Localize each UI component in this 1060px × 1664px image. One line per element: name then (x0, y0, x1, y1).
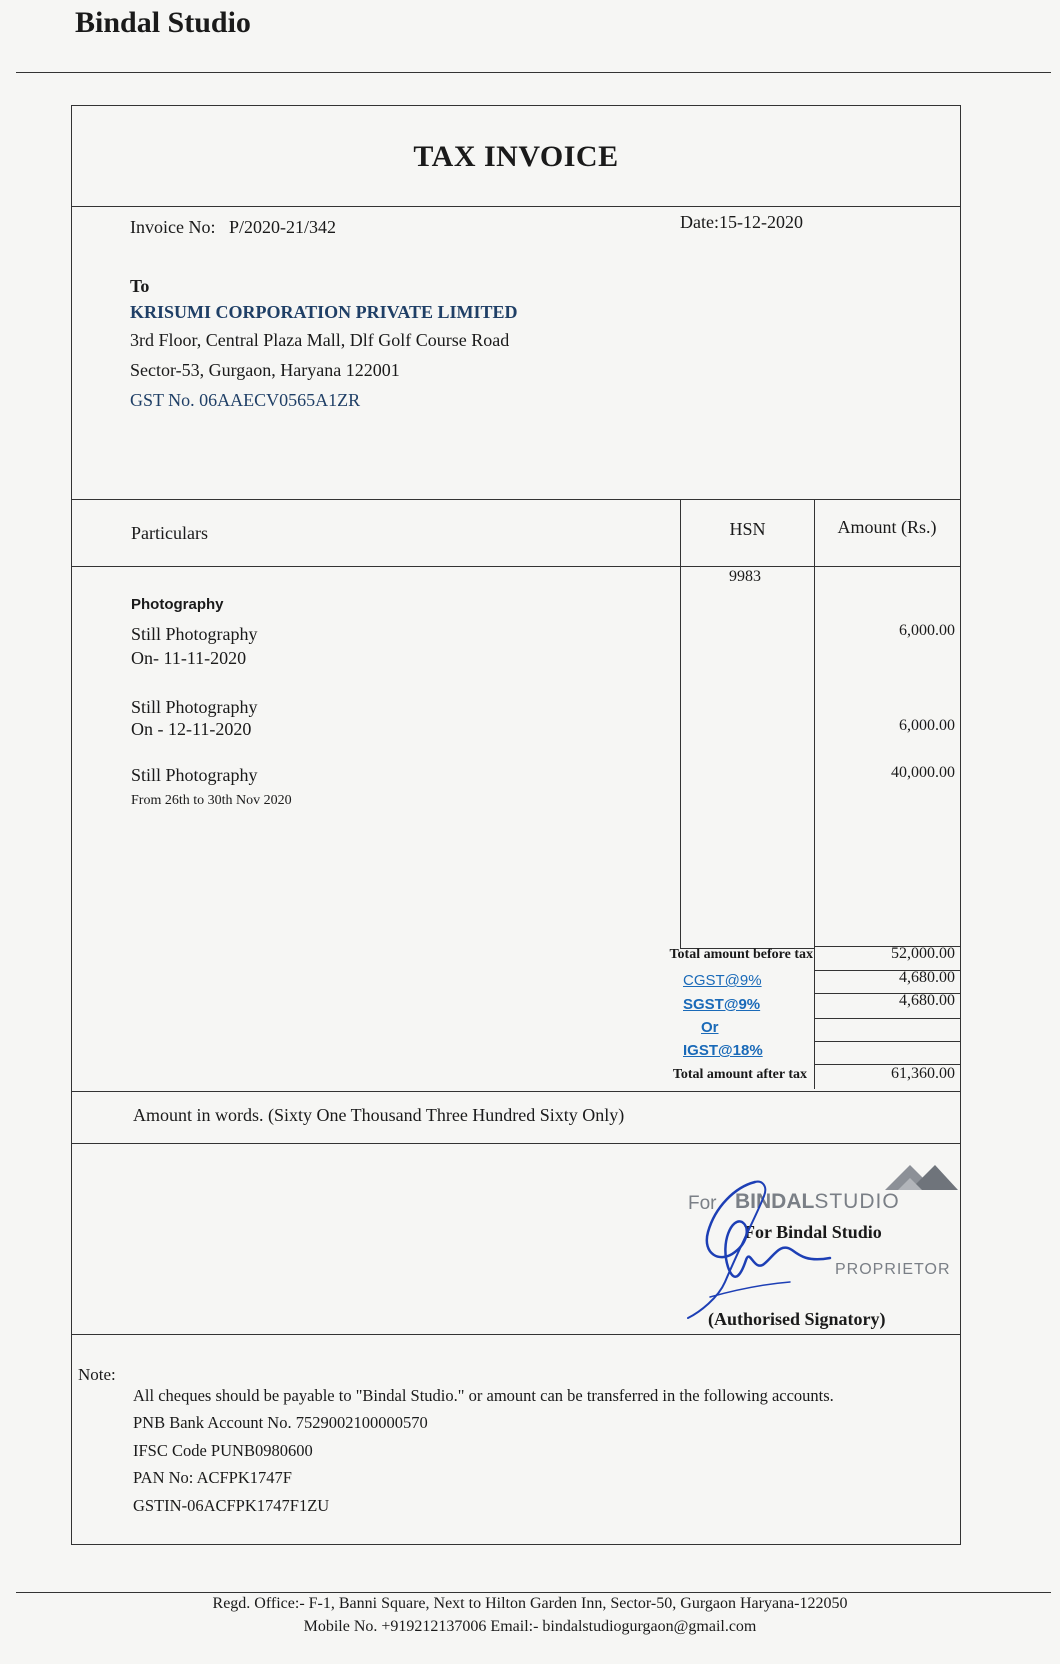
totals-line-4 (814, 1018, 960, 1019)
header-divider (16, 72, 1051, 73)
total-before-tax-label: Total amount before tax (669, 947, 813, 962)
line-item-detail: On - 12-11-2020 (131, 719, 252, 739)
cgst-value: 4,680.00 (899, 969, 955, 986)
line-item-amount: 6,000.00 (899, 622, 955, 639)
client-address-line2: Sector-53, Gurgaon, Haryana 122001 (130, 360, 400, 380)
line-item-description: Still Photography (131, 624, 258, 644)
amount-in-words: Amount in words. (Sixty One Thousand Three Hundred Sixty Only) (133, 1105, 625, 1125)
totals-line-5 (814, 1041, 960, 1042)
line-item-amount: 40,000.00 (891, 764, 955, 781)
header-hsn: HSN (729, 519, 766, 539)
invoice-date-label: Date: (680, 212, 719, 232)
line-item-description: Still Photography (131, 765, 258, 785)
or-link[interactable]: Or (701, 1019, 719, 1036)
total-after-tax-value: 61,360.00 (891, 1065, 955, 1082)
header-amount: Amount (Rs.) (837, 517, 937, 537)
invoice-number-value: P/2020-21/342 (228, 217, 336, 237)
footer-office: Regd. Office:- F-1, Banni Square, Next to Hilton Garden Inn, Sector-50, Gurgaon Haryana-122050 (212, 1595, 848, 1612)
title-divider (72, 206, 960, 207)
note-line: IFSC Code PUNB0980600 (133, 1441, 313, 1460)
stamp-name-bold: BINDAL (735, 1190, 815, 1213)
hsn-code: 9983 (729, 568, 761, 585)
invoice-number-label: Invoice No: (130, 217, 216, 237)
note-line: GSTIN-06ACFPK1747F1ZU (133, 1496, 330, 1515)
invoice-date-value: 15-12-2020 (718, 212, 803, 232)
table-top-line (72, 499, 960, 500)
company-name: Bindal Studio (75, 6, 251, 39)
note-label: Note: (78, 1365, 116, 1384)
note-line: PAN No: ACFPK1747F (133, 1468, 292, 1487)
igst-link[interactable]: IGST@18% (683, 1042, 763, 1059)
note-line: PNB Bank Account No. 7529002100000570 (133, 1413, 428, 1432)
signature-bottom-line (72, 1334, 960, 1335)
line-item-detail: On- 11-11-2020 (131, 648, 247, 668)
stamp-name-light: STUDIO (814, 1190, 900, 1213)
table-header-line (72, 566, 960, 567)
total-after-tax-label: Total amount after tax (672, 1067, 807, 1082)
sgst-value: 4,680.00 (899, 992, 955, 1009)
invoice-title: TAX INVOICE (413, 140, 619, 173)
total-before-tax-value: 52,000.00 (891, 945, 955, 962)
stamp-for-text: For (688, 1193, 717, 1214)
client-company: KRISUMI CORPORATION PRIVATE LIMITED (130, 302, 518, 322)
footer-divider (16, 1592, 1051, 1593)
signature-icon (680, 1172, 850, 1322)
footer-contact: Mobile No. +919212137006 Email:- bindalstudiogurgaon@gmail.com (303, 1618, 757, 1635)
sgst-link[interactable]: SGST@9% (683, 996, 761, 1013)
invoice-date (680, 212, 803, 233)
words-bottom-line (72, 1143, 960, 1144)
line-item-detail: From 26th to 30th Nov 2020 (131, 793, 292, 808)
authorised-signatory: (Authorised Signatory) (708, 1309, 886, 1329)
section-title: Photography (131, 596, 224, 613)
cgst-link[interactable]: CGST@9% (683, 972, 762, 989)
stamp-role: PROPRIETOR (835, 1261, 951, 1278)
totals-bottom-line (72, 1091, 960, 1092)
header-particulars: Particulars (131, 523, 208, 543)
hsn-column-left (680, 499, 681, 949)
client-address-line1: 3rd Floor, Central Plaza Mall, Dlf Golf Course Road (130, 330, 510, 350)
note-line: All cheques should be payable to "Bindal Studio." or amount can be transferred in the following accounts. (133, 1386, 834, 1405)
invoice-number (130, 217, 336, 238)
bill-to-label: To (130, 276, 150, 296)
line-item-description: Still Photography (131, 697, 258, 717)
for-company-label: For Bindal Studio (744, 1222, 882, 1242)
client-gst: GST No. 06AAECV0565A1ZR (130, 390, 361, 410)
line-item-amount: 6,000.00 (899, 717, 955, 734)
